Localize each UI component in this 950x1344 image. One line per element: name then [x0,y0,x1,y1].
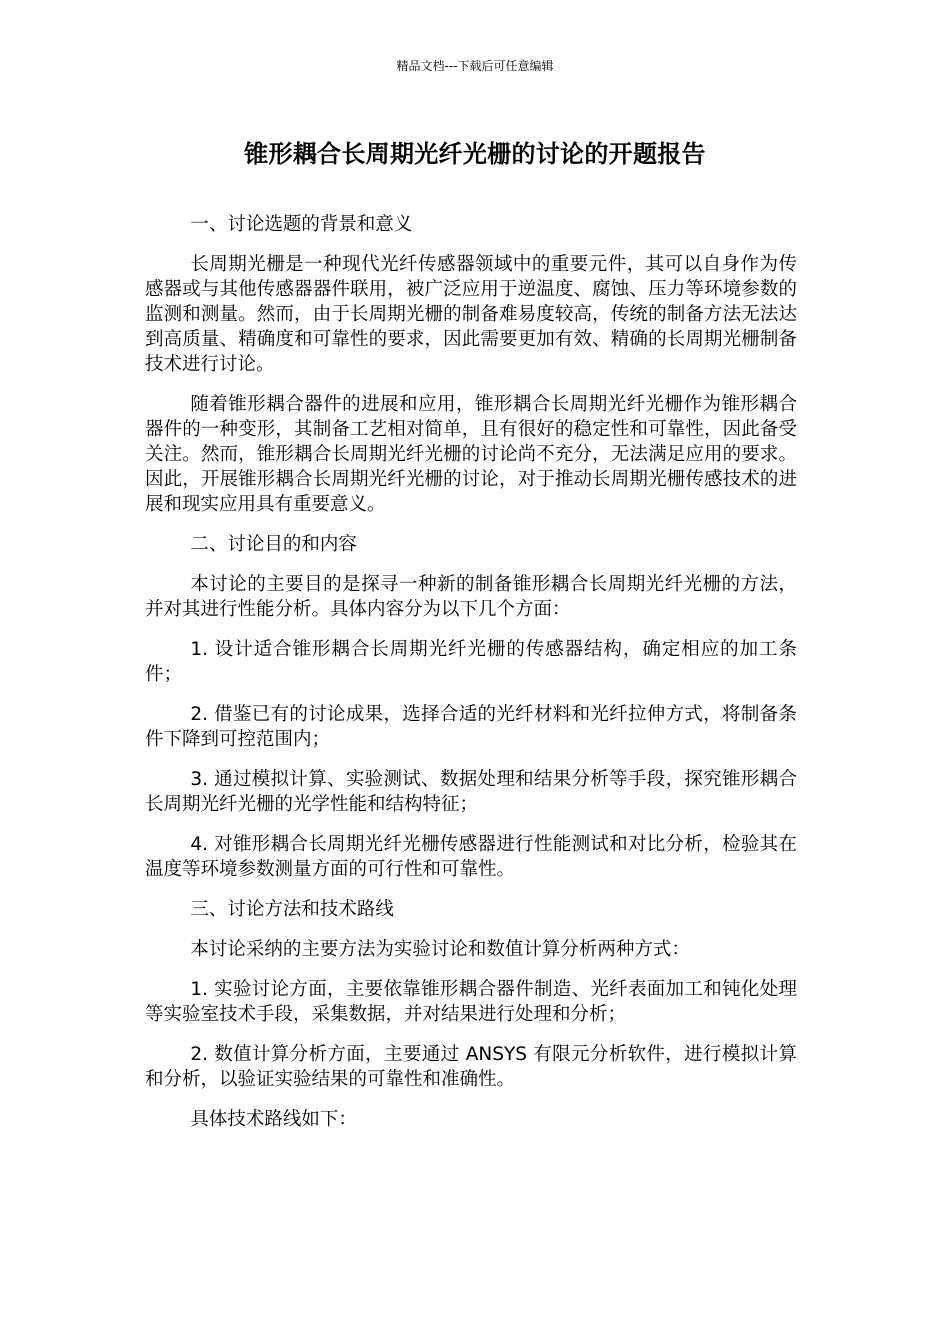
list-item: 2. 数值计算分析方面，主要通过 ANSYS 有限元分析软件，进行模拟计算和分析，以验证实验结果的可靠性和准确性。 [145,1044,797,1090]
page-header: 精品文档---下载后可任意编辑 [396,59,554,73]
section-heading-2: 二、讨论目的和内容 [190,534,357,555]
list-item: 4. 对锥形耦合长周期光纤光栅传感器进行性能测试和对比分析，检验其在温度等环境参数测量方面的可行性和可靠性。 [145,834,797,880]
list-item: 3. 通过模拟计算、实验测试、数据处理和结果分析等手段，探究锥形耦合长周期光纤光栅的光学性能和结构特征； [145,769,797,815]
paragraph: 本讨论采纳的主要方法为实验讨论和数值计算分析两种方式： [190,939,690,960]
paragraph: 长周期光栅是一种现代光纤传感器领域中的重要元件，其可以自身作为传感器或与其他传感器器件联用，被广泛应用于逆温度、腐蚀、压力等环境参数的监测和测量。然而，由于长周期光栅的制备难易度较高，传统的制备方法无法达到高质量、精确度和可靠性的要求，因此需要更加有效、精确的长周期光栅制备技术进行讨论。 [145,254,797,375]
section-heading-3: 三、讨论方法和技术路线 [190,899,394,920]
list-item: 2. 借鉴已有的讨论成果，选择合适的光纤材料和光纤拉伸方式，将制备条件下降到可控范围内； [145,704,797,750]
document-title: 锥形耦合长周期光纤光栅的讨论的开题报告 [244,140,706,168]
list-item: 1. 实验讨论方面，主要依靠锥形耦合器件制造、光纤表面加工和钝化处理等实验室技术手段，采集数据，并对结果进行处理和分析； [145,979,797,1025]
paragraph: 随着锥形耦合器件的进展和应用，锥形耦合长周期光纤光栅作为锥形耦合器件的一种变形，其制备工艺相对简单，且有很好的稳定性和可靠性，因此备受关注。然而，锥形耦合长周期光纤光栅的讨论尚不充分，无法满足应用的要求。因此，开展锥形耦合长周期光纤光栅的讨论，对于推动长周期光栅传感技术的进展和现实应用具有重要意义。 [145,394,797,515]
section-heading-1: 一、讨论选题的背景和意义 [190,214,413,235]
document-body [145,212,797,1147]
paragraph: 具体技术路线如下： [190,1109,357,1130]
list-item: 1. 设计适合锥形耦合长周期光纤光栅的传感器结构，确定相应的加工条件； [145,639,797,685]
paragraph: 本讨论的主要目的是探寻一种新的制备锥形耦合长周期光纤光栅的方法，并对其进行性能分析。具体内容分为以下几个方面： [145,574,797,620]
